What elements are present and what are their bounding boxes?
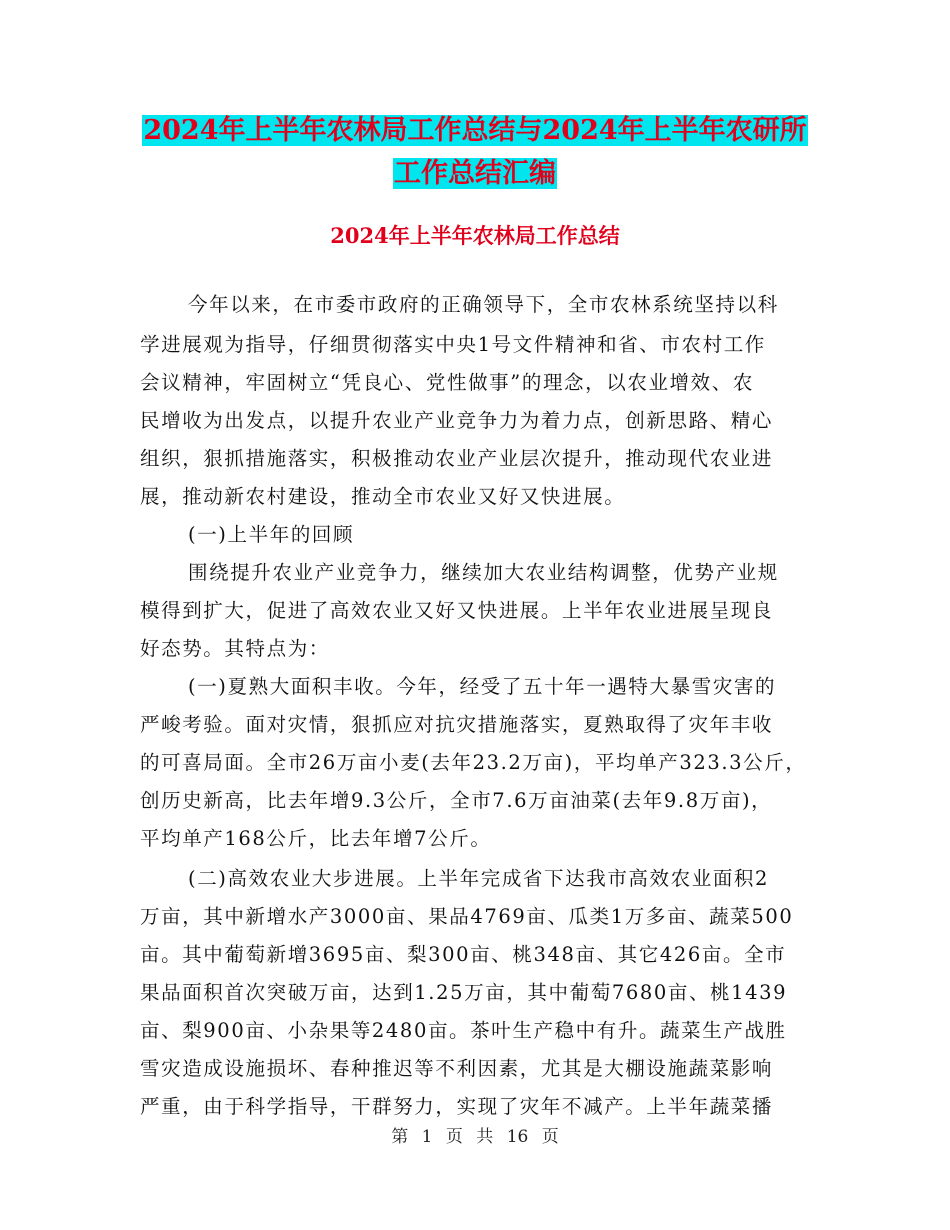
paragraph-line: (一)夏熟大面积丰收。今年，经受了五十年一遇特大暴雪灾害的 bbox=[188, 675, 777, 698]
footer-page-mid: 页 bbox=[445, 1127, 463, 1147]
paragraph-line: 平均单产168公斤，比去年增7公斤。 bbox=[140, 827, 492, 850]
footer-total-pages: 16 bbox=[506, 1127, 529, 1147]
page-footer bbox=[0, 1124, 950, 1150]
paragraph-line: 好态势。其特点为： bbox=[140, 637, 330, 660]
document-title-line-2 bbox=[0, 154, 950, 194]
paragraph-line: 果品面积首次突破万亩，达到1.25万亩，其中葡萄7680亩、桃1439 bbox=[140, 981, 788, 1004]
document-title-line-2-text: 工作总结汇编 bbox=[394, 158, 556, 189]
paragraph-line: 今年以来，在市委市政府的正确领导下，全市农林系统坚持以科 bbox=[188, 293, 779, 316]
paragraph-line: 亩。其中葡萄新增3695亩、梨300亩、桃348亩、其它426亩。全市 bbox=[140, 943, 787, 966]
paragraph-line: 会议精神，牢固树立“凭良心、党性做事”的理念，以农业增效、农 bbox=[140, 371, 754, 394]
footer-page-number: 1 bbox=[421, 1127, 433, 1147]
document-title-line-1 bbox=[0, 111, 950, 151]
paragraph-line: 民增收为出发点，以提升农业产业竞争力为着力点，创新思路、精心 bbox=[140, 409, 774, 432]
paragraph-line: 万亩，其中新增水产3000亩、果品4769亩、瓜类1万多亩、蔬菜500 bbox=[140, 905, 794, 928]
footer-page-suffix: 页 bbox=[541, 1127, 559, 1147]
paragraph-line: 雪灾造成设施损坏、春种推迟等不利因素，尤其是大棚设施蔬菜影响 bbox=[140, 1057, 774, 1080]
document-title-line-1-text: 2024年上半年农林局工作总结与2024年上半年农研所 bbox=[143, 115, 807, 146]
paragraph-line: 亩、梨900亩、小杂果等2480亩。茶叶生产稳中有升。蔬菜生产战胜 bbox=[140, 1019, 787, 1042]
section-title: 2024年上半年农林局工作总结 bbox=[330, 223, 620, 248]
paragraph-line: 严重，由于科学指导，干群努力，实现了灾年不减产。上半年蔬菜播 bbox=[140, 1095, 774, 1118]
paragraph-line: 模得到扩大，促进了高效农业又好又快进展。上半年农业进展呈现良 bbox=[140, 599, 774, 622]
paragraph-line: 展，推动新农村建设，推动全市农业又好又快进展。 bbox=[140, 485, 626, 508]
paragraph-line: 创历史新高，比去年增9.3公斤，全市7.6万亩油菜(去年9.8万亩)， bbox=[140, 789, 773, 812]
paragraph-line: 组织，狠抓措施落实，积极推动农业产业层次提升，推动现代农业进 bbox=[140, 447, 774, 470]
footer-page-prefix: 第 bbox=[391, 1127, 409, 1147]
paragraph-line: 围绕提升农业产业竞争力，继续加大农业结构调整，优势产业规 bbox=[188, 561, 779, 584]
paragraph-line: 学进展观为指导，仔细贯彻落实中央1号文件精神和省、市农村工作 bbox=[140, 333, 766, 356]
paragraph-line: 严峻考验。面对灾情，狠抓应对抗灾措施落实，夏熟取得了灾年丰收 bbox=[140, 713, 774, 736]
subheading-line: (一)上半年的回顾 bbox=[188, 523, 355, 546]
paragraph-line: (二)高效农业大步进展。上半年完成省下达我市高效农业面积2 bbox=[188, 867, 770, 890]
paragraph-line: 的可喜局面。全市26万亩小麦(去年23.2万亩)，平均单产323.3公斤， bbox=[140, 751, 807, 774]
footer-total-label: 共 bbox=[476, 1127, 494, 1147]
